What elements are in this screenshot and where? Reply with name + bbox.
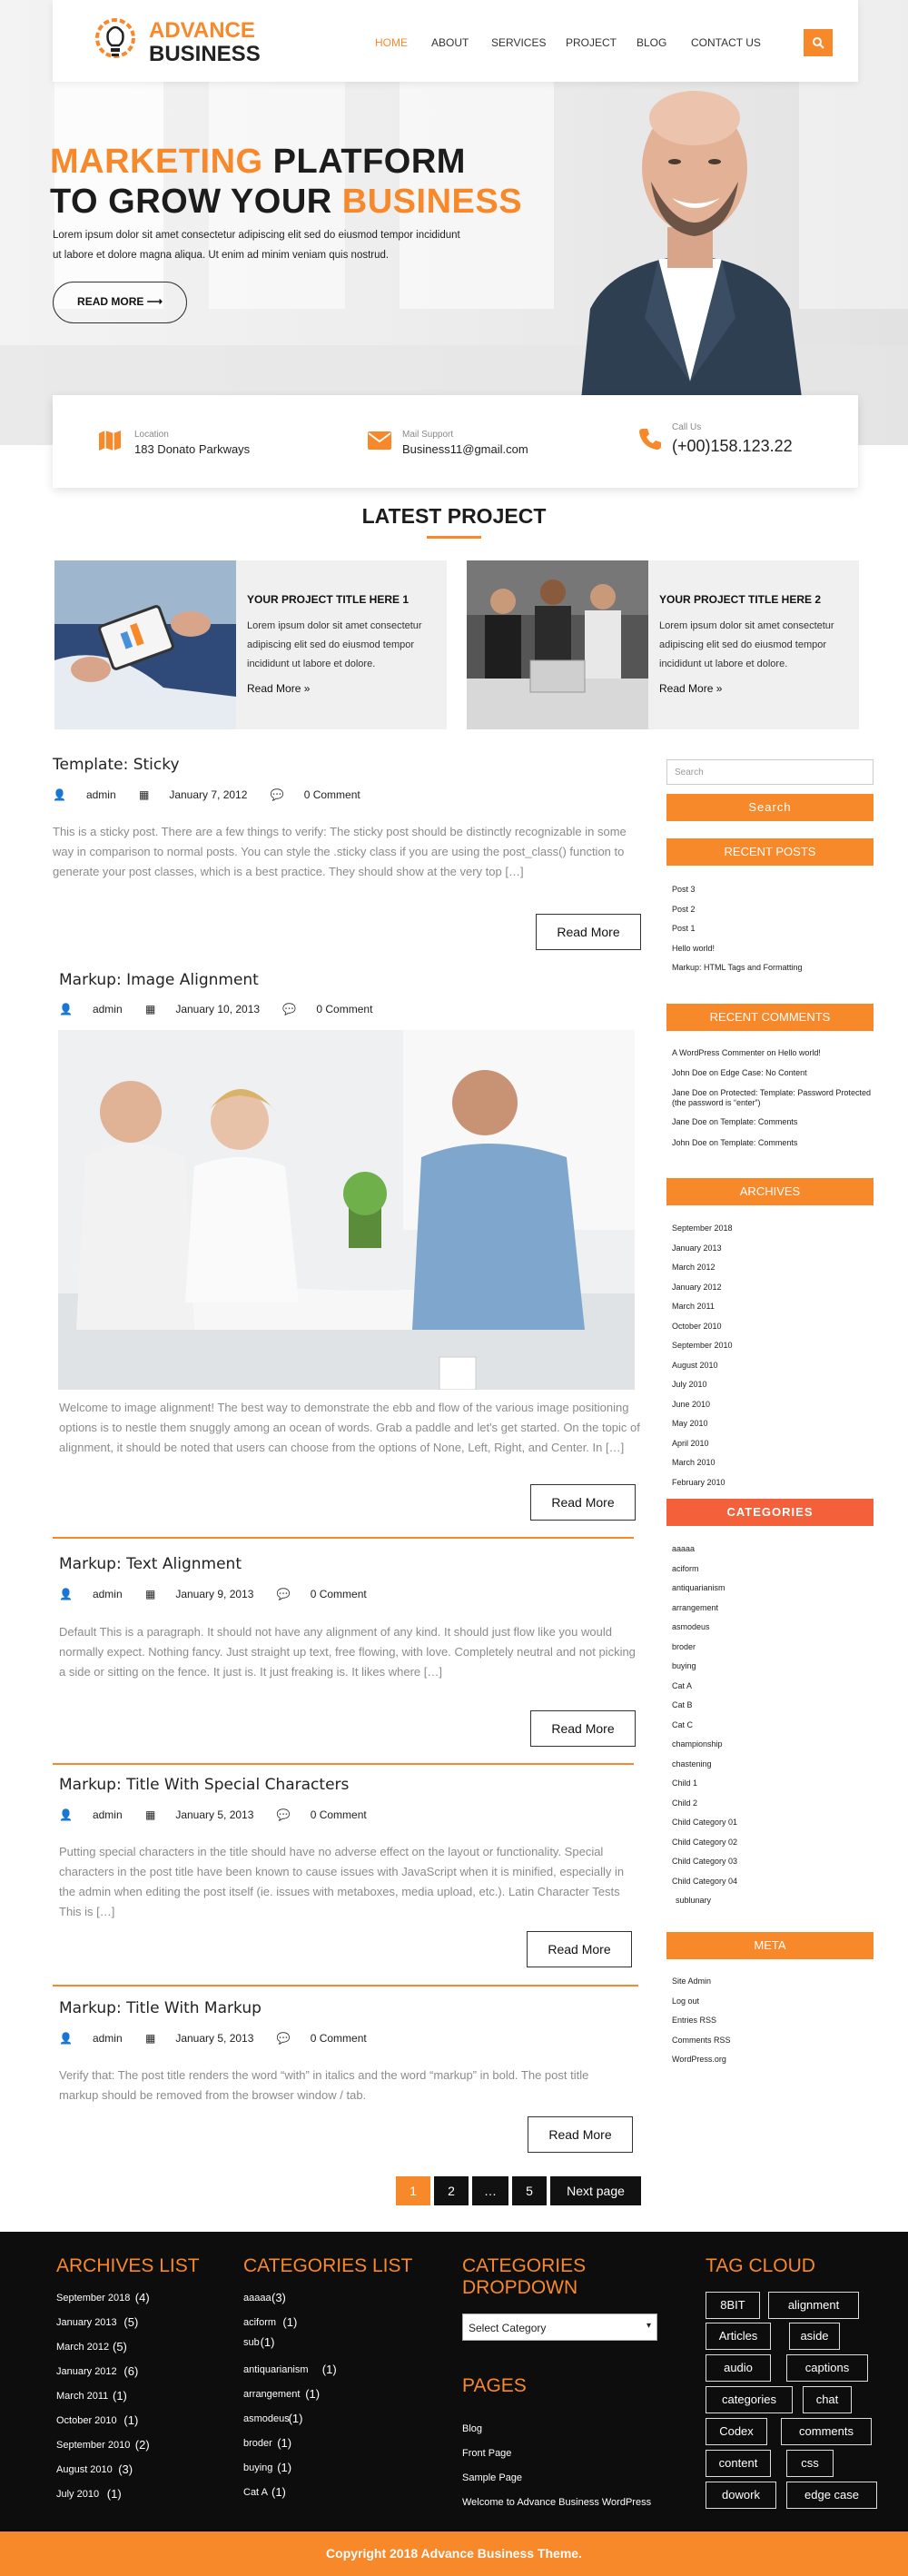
recent-post-link[interactable]: Hello world! xyxy=(672,943,716,953)
footer-archive-link[interactable]: March 2012 xyxy=(56,2342,110,2353)
project-text: Lorem ipsum dolor sit amet consectetur adipiscing elit sed do eiusmod tempor incididunt ut labore et dolore. xyxy=(659,620,834,669)
comment-icon: 💬 xyxy=(276,1588,291,1600)
hero-man-image xyxy=(558,82,822,445)
footer-archive-count: (2) xyxy=(134,2438,150,2452)
category-link[interactable]: broder xyxy=(672,1641,696,1651)
post-date[interactable]: January 5, 2013 xyxy=(175,1808,254,1821)
post-meta xyxy=(59,2032,387,2045)
footer-tags-heading: TAG CLOUD xyxy=(706,2255,815,2276)
category-select[interactable] xyxy=(462,2313,657,2341)
footer-dropdown-heading-line: CATEGORIES xyxy=(462,2255,587,2276)
comment-icon: 💬 xyxy=(282,1003,297,1016)
footer-archive-link[interactable]: September 2010 xyxy=(56,2440,131,2451)
user-icon: 👤 xyxy=(59,1588,73,1600)
category-link[interactable]: Child 2 xyxy=(672,1798,698,1808)
category-select-value: Select Category xyxy=(469,2322,547,2334)
comment-icon: 💬 xyxy=(276,1808,291,1821)
footer-archive-count: (5) xyxy=(113,2340,127,2353)
call-label: Call Us xyxy=(672,422,702,432)
read-more-label: Read More xyxy=(247,682,301,695)
map-icon xyxy=(98,429,122,452)
recent-comment-link[interactable]: Jane Doe on Protected: Template: Password Protected (the password is “enter”) xyxy=(672,1088,871,1107)
footer-page-link[interactable]: Sample Page xyxy=(462,2472,523,2483)
read-more-button[interactable]: Read More xyxy=(527,1931,632,1967)
archive-link[interactable]: June 2010 xyxy=(672,1399,711,1409)
post-comments[interactable]: 0 Comment xyxy=(310,1588,367,1600)
tag-link[interactable]: edge case xyxy=(786,2482,877,2509)
recent-posts-heading: RECENT POSTS xyxy=(666,838,873,866)
category-link[interactable]: Cat B xyxy=(672,1700,693,1709)
chevron-down-icon: ▾ xyxy=(646,2321,651,2331)
footer-archive-count: (1) xyxy=(106,2487,122,2501)
footer-category-count: (1) xyxy=(282,2315,298,2329)
hero-heading-text: TO GROW YOUR xyxy=(50,183,332,221)
post-title[interactable]: Markup: Text Alignment xyxy=(59,1555,242,1573)
archives-heading: ARCHIVES xyxy=(666,1178,873,1205)
project-card xyxy=(54,560,447,729)
hero-read-more-label: READ MORE xyxy=(77,295,144,308)
user-icon: 👤 xyxy=(59,1808,73,1821)
calendar-icon: ▦ xyxy=(144,1003,156,1016)
footer-category-link[interactable]: buying xyxy=(243,2462,273,2473)
read-more-button[interactable]: Read More xyxy=(530,1484,636,1521)
category-link[interactable]: Cat A xyxy=(672,1680,693,1690)
project-title[interactable]: YOUR PROJECT TITLE HERE 2 xyxy=(659,593,822,606)
footer-archive-count: (6) xyxy=(123,2364,139,2378)
footer-archive-link[interactable]: July 2010 xyxy=(56,2489,100,2500)
project-read-more-link[interactable] xyxy=(659,682,722,695)
pagination-page[interactable]: 5 xyxy=(512,2176,547,2205)
tag-link[interactable]: Codex xyxy=(706,2418,767,2445)
category-link[interactable]: Child Category 01 xyxy=(672,1818,738,1827)
project-card xyxy=(467,560,859,729)
footer-page-link[interactable]: Blog xyxy=(462,2423,483,2434)
contact-info-bar xyxy=(53,395,858,488)
post-title[interactable]: Markup: Title With Special Characters xyxy=(59,1776,350,1794)
post-author[interactable]: admin xyxy=(92,1808,123,1821)
title-underline xyxy=(427,536,481,539)
archive-link[interactable]: February 2010 xyxy=(672,1477,725,1487)
footer-category-count: (1) xyxy=(277,2461,292,2474)
categories-heading: CATEGORIES xyxy=(666,1499,873,1526)
tag-link[interactable]: dowork xyxy=(706,2482,776,2509)
archive-link[interactable]: September 2010 xyxy=(672,1341,733,1350)
category-link[interactable]: buying xyxy=(672,1661,696,1670)
tag-link[interactable]: 8BIT xyxy=(706,2292,760,2319)
category-link[interactable]: sublunary xyxy=(676,1896,712,1905)
hero-paragraph-line: Lorem ipsum dolor sit amet consectetur adipiscing elit sed do eiusmod tempor incididunt xyxy=(53,230,460,241)
post-meta xyxy=(53,788,380,801)
category-link[interactable]: Child 1 xyxy=(672,1778,698,1788)
search-icon xyxy=(812,36,824,49)
meta-link[interactable]: Entries RSS xyxy=(672,2016,717,2025)
post-featured-image xyxy=(58,1030,635,1390)
comment-icon: 💬 xyxy=(276,2032,291,2045)
recent-post-link[interactable]: Post 1 xyxy=(672,924,696,933)
archive-link[interactable]: March 2010 xyxy=(672,1458,716,1467)
post-divider xyxy=(53,1763,634,1765)
site-header xyxy=(53,0,858,82)
pagination-page[interactable]: 1 xyxy=(396,2176,430,2205)
archive-link[interactable]: September 2018 xyxy=(672,1224,733,1233)
project-read-more-link[interactable] xyxy=(247,682,310,695)
phone-icon xyxy=(638,427,662,451)
nav-services[interactable]: SERVICES xyxy=(491,36,547,49)
nav-home[interactable]: HOME xyxy=(375,36,408,49)
sidebar-search-button[interactable]: Search xyxy=(666,794,873,821)
category-link[interactable]: Cat C xyxy=(672,1719,694,1729)
logo-text-line2[interactable]: BUSINESS xyxy=(149,42,261,66)
hero-read-more-button[interactable] xyxy=(53,282,187,323)
footer-archives-heading: ARCHIVES LIST xyxy=(56,2255,200,2276)
project-image xyxy=(467,560,648,729)
post-divider xyxy=(53,1537,634,1539)
tag-link[interactable]: content xyxy=(706,2450,771,2477)
recent-comment-link[interactable]: John Doe on Template: Comments xyxy=(672,1138,798,1147)
footer-category-link[interactable]: broder xyxy=(243,2438,272,2449)
nav-blog[interactable]: BLOG xyxy=(637,36,667,49)
footer-archive-link[interactable]: October 2010 xyxy=(56,2415,117,2426)
call-value[interactable]: (+00)158.123.22 xyxy=(672,437,793,455)
category-link[interactable]: antiquarianism xyxy=(672,1583,725,1592)
footer-archive-count: (1) xyxy=(113,2389,127,2403)
envelope-icon xyxy=(368,431,391,450)
category-link[interactable]: Child Category 03 xyxy=(672,1857,738,1866)
copyright-bar: Copyright 2018 Advance Business Theme. xyxy=(0,2531,908,2576)
post-author[interactable]: admin xyxy=(85,788,116,801)
footer-archive-link[interactable]: March 2011 xyxy=(56,2391,109,2402)
category-link[interactable]: championship xyxy=(672,1739,723,1749)
post-title[interactable]: Markup: Title With Markup xyxy=(59,1999,262,2017)
user-icon: 👤 xyxy=(53,788,66,801)
tag-link[interactable]: alignment xyxy=(768,2292,859,2319)
footer-category-link[interactable]: asmodeus xyxy=(243,2413,290,2424)
arrow-right-icon: ⟶ xyxy=(146,295,163,308)
post-comments[interactable]: 0 Comment xyxy=(303,788,360,801)
calendar-icon: ▦ xyxy=(144,1808,156,1821)
project-image xyxy=(54,560,236,729)
project-title[interactable]: YOUR PROJECT TITLE HERE 1 xyxy=(247,593,410,606)
category-link[interactable]: chastening xyxy=(672,1759,712,1769)
double-chevron-right-icon: » xyxy=(716,682,723,695)
tag-link[interactable]: css xyxy=(786,2450,834,2477)
post-author[interactable]: admin xyxy=(92,1588,123,1600)
post-excerpt: This is a sticky post. There are a few things to verify: The sticky post should be distinctly recognizable in some way in comparison to normal posts. You can style the .sticky class if you are using the post_class() function to generate your post classes, which is a best practice. They should show at the very top […] xyxy=(53,825,627,878)
post-title[interactable]: Template: Sticky xyxy=(53,756,180,774)
post-meta xyxy=(59,1808,387,1821)
archive-link[interactable]: March 2011 xyxy=(672,1302,715,1311)
meta-link[interactable]: Site Admin xyxy=(672,1977,712,1986)
post-comments[interactable]: 0 Comment xyxy=(316,1003,373,1016)
footer-archive-link[interactable]: September 2018 xyxy=(56,2293,131,2304)
archive-link[interactable]: October 2010 xyxy=(672,1321,722,1331)
mail-label: Mail Support xyxy=(402,430,454,440)
tag-link[interactable]: categories xyxy=(706,2386,793,2413)
footer-archive-count: (4) xyxy=(134,2291,150,2304)
tag-link[interactable]: aside xyxy=(789,2323,840,2350)
post-divider xyxy=(53,1985,638,1986)
meta-link[interactable]: Log out xyxy=(672,1996,700,2006)
project-text: Lorem ipsum dolor sit amet consectetur adipiscing elit sed do eiusmod tempor incididunt ut labore et dolore. xyxy=(247,620,422,669)
tag-link[interactable]: comments xyxy=(781,2418,872,2445)
logo-text-line1[interactable]: ADVANCE xyxy=(149,18,255,43)
category-link[interactable]: aaaaa xyxy=(672,1544,696,1553)
footer-category-count: (1) xyxy=(288,2412,303,2425)
hero-heading-line2 xyxy=(50,183,522,222)
post-comments[interactable]: 0 Comment xyxy=(310,1808,367,1821)
archive-link[interactable]: July 2010 xyxy=(672,1380,707,1389)
post-excerpt: Default This is a paragraph. It should not have any alignment of any kind. It should just flow like you would normally expect. Nothing fancy. Just straight up text, free flowing, with love. Completely neutral and not picking a side or sitting on the fence. It just is. It just freaking is. It likes where […] xyxy=(59,1625,636,1679)
lightbulb-gear-logo-icon xyxy=(91,15,140,67)
hero-heading-accent: BUSINESS xyxy=(341,183,523,221)
meta-link[interactable]: WordPress.org xyxy=(672,2055,726,2064)
read-more-button[interactable]: Read More xyxy=(528,2116,633,2153)
post-excerpt: Putting special characters in the title should have no adverse effect on the layout or functionality. Special characters in the post title have been known to cause issues with JavaScript when it is minified, especially in the admin when editing the post itself (ie. issues with metaboxes, media upload, etc.). Latin Character Tests This is […] xyxy=(59,1845,625,1918)
archive-link[interactable]: March 2012 xyxy=(672,1263,716,1272)
footer-dropdown-heading xyxy=(462,2255,586,2299)
recent-comment-link[interactable]: A WordPress Commenter on Hello world! xyxy=(672,1048,821,1057)
recent-comment-link[interactable]: Jane Doe on Template: Comments xyxy=(672,1117,798,1126)
pagination-page[interactable]: 2 xyxy=(434,2176,469,2205)
post-meta xyxy=(59,1003,392,1016)
post-date[interactable]: January 9, 2013 xyxy=(175,1588,254,1600)
pagination-ellipsis: … xyxy=(472,2176,508,2205)
nav-project[interactable]: PROJECT xyxy=(566,36,617,49)
hero-heading-accent: MARKETING xyxy=(50,143,263,181)
footer-category-count: (1) xyxy=(260,2335,275,2349)
category-link[interactable]: Child Category 02 xyxy=(672,1837,738,1847)
meta-link[interactable]: Comments RSS xyxy=(672,2035,731,2045)
footer-archive-link[interactable]: January 2013 xyxy=(56,2317,117,2328)
post-author[interactable]: admin xyxy=(92,1003,123,1016)
calendar-icon: ▦ xyxy=(144,1588,156,1600)
post-excerpt: Welcome to image alignment! The best way to demonstrate the ebb and flow of the various image positioning options is to nestle them snuggly among an ocean of words. Grab a paddle and let's get started. On the topic of alignment, it should be noted that users can choose from the options of None, Left, Right, and Center. In […] xyxy=(59,1401,640,1454)
post-title[interactable]: Markup: Image Alignment xyxy=(59,971,259,989)
footer-category-link[interactable]: arrangement xyxy=(243,2389,301,2400)
footer-pages-heading: PAGES xyxy=(462,2375,527,2396)
archive-link[interactable]: May 2010 xyxy=(672,1419,708,1428)
category-link[interactable]: aciform xyxy=(672,1563,699,1573)
read-more-button[interactable]: Read More xyxy=(530,1710,636,1747)
calendar-icon: ▦ xyxy=(138,788,150,801)
post-author[interactable]: admin xyxy=(92,2032,123,2045)
hero-heading-line1 xyxy=(50,143,466,182)
footer-archive-count: (5) xyxy=(123,2315,139,2329)
location-label: Location xyxy=(134,430,169,440)
category-link[interactable]: arrangement xyxy=(672,1602,719,1612)
hero-paragraph-line: ut labore et dolore magna aliqua. Ut enim ad minim veniam quis nostrud. xyxy=(53,250,390,261)
nav-about[interactable]: ABOUT xyxy=(431,36,469,49)
archive-link[interactable]: April 2010 xyxy=(672,1438,709,1448)
post-date[interactable]: January 5, 2013 xyxy=(175,2032,254,2045)
search-placeholder: Search xyxy=(675,768,704,778)
footer-archive-count: (1) xyxy=(123,2413,139,2427)
footer-page-link[interactable]: Welcome to Advance Business WordPress xyxy=(462,2497,652,2508)
footer-category-link[interactable]: Cat A xyxy=(243,2487,268,2498)
calendar-icon: ▦ xyxy=(144,2032,156,2045)
tag-link[interactable]: audio xyxy=(706,2354,771,2382)
recent-comments-heading: RECENT COMMENTS xyxy=(666,1004,873,1031)
user-icon: 👤 xyxy=(59,1003,73,1016)
hero-heading-text: PLATFORM xyxy=(272,143,466,181)
meta-heading: META xyxy=(666,1932,873,1959)
user-icon: 👤 xyxy=(59,2032,73,2045)
double-chevron-right-icon: » xyxy=(303,682,311,695)
footer-categories-heading: CATEGORIES LIST xyxy=(243,2255,413,2276)
footer-category-link[interactable]: aaaaa xyxy=(243,2293,271,2304)
location-value: 183 Donato Parkways xyxy=(134,442,251,456)
read-more-label: Read More xyxy=(659,682,714,695)
footer-category-link[interactable]: sub xyxy=(243,2337,260,2348)
header-search-button[interactable] xyxy=(804,29,833,56)
footer-category-count: (3) xyxy=(271,2291,286,2304)
post-comments[interactable]: 0 Comment xyxy=(310,2032,367,2045)
mail-value[interactable]: Business11@gmail.com xyxy=(402,442,528,456)
post-excerpt: Verify that: The post title renders the word “with” in italics and the word “markup” in bold. The post title markup should be removed from the browser window / tab. xyxy=(59,2068,589,2102)
tag-link[interactable]: Articles xyxy=(706,2323,771,2350)
sidebar-search-input[interactable] xyxy=(666,759,873,785)
footer-category-count: (1) xyxy=(305,2387,321,2401)
footer-category-link[interactable]: aciform xyxy=(243,2317,277,2328)
tag-link[interactable]: chat xyxy=(803,2386,852,2413)
latest-project-title: LATEST PROJECT xyxy=(361,504,547,528)
post-date[interactable]: January 7, 2012 xyxy=(169,788,248,801)
hero-paragraph xyxy=(53,225,498,265)
footer-page-link[interactable]: Front Page xyxy=(462,2448,512,2459)
read-more-button[interactable]: Read More xyxy=(536,914,641,950)
category-link[interactable]: asmodeus xyxy=(672,1622,710,1631)
footer-archive-link[interactable]: January 2012 xyxy=(56,2366,117,2377)
archive-link[interactable]: January 2013 xyxy=(672,1243,722,1253)
recent-post-link[interactable]: Post 2 xyxy=(672,904,696,914)
recent-comment-link[interactable]: John Doe on Edge Case: No Content xyxy=(672,1068,807,1077)
footer-archive-link[interactable]: August 2010 xyxy=(56,2464,113,2475)
post-date[interactable]: January 10, 2013 xyxy=(175,1003,261,1016)
comment-icon: 💬 xyxy=(270,788,284,801)
pagination-next[interactable]: Next page xyxy=(550,2176,641,2205)
tag-link[interactable]: captions xyxy=(786,2354,868,2382)
site-footer xyxy=(0,2232,908,2531)
footer-category-link[interactable]: antiquarianism xyxy=(243,2364,309,2375)
footer-category-count: (1) xyxy=(271,2485,286,2499)
footer-archive-count: (3) xyxy=(118,2462,133,2476)
footer-category-count: (1) xyxy=(321,2363,337,2376)
recent-post-link[interactable]: Markup: HTML Tags and Formatting xyxy=(672,963,803,972)
nav-contact[interactable]: CONTACT US xyxy=(691,36,761,49)
recent-post-link[interactable]: Post 3 xyxy=(672,885,696,894)
archive-link[interactable]: January 2012 xyxy=(672,1282,722,1292)
archive-link[interactable]: August 2010 xyxy=(672,1360,718,1370)
post-meta xyxy=(59,1588,387,1600)
footer-category-count: (1) xyxy=(277,2436,292,2450)
footer-dropdown-heading-line: DROPDOWN xyxy=(462,2277,578,2298)
category-link[interactable]: Child Category 04 xyxy=(672,1876,738,1886)
